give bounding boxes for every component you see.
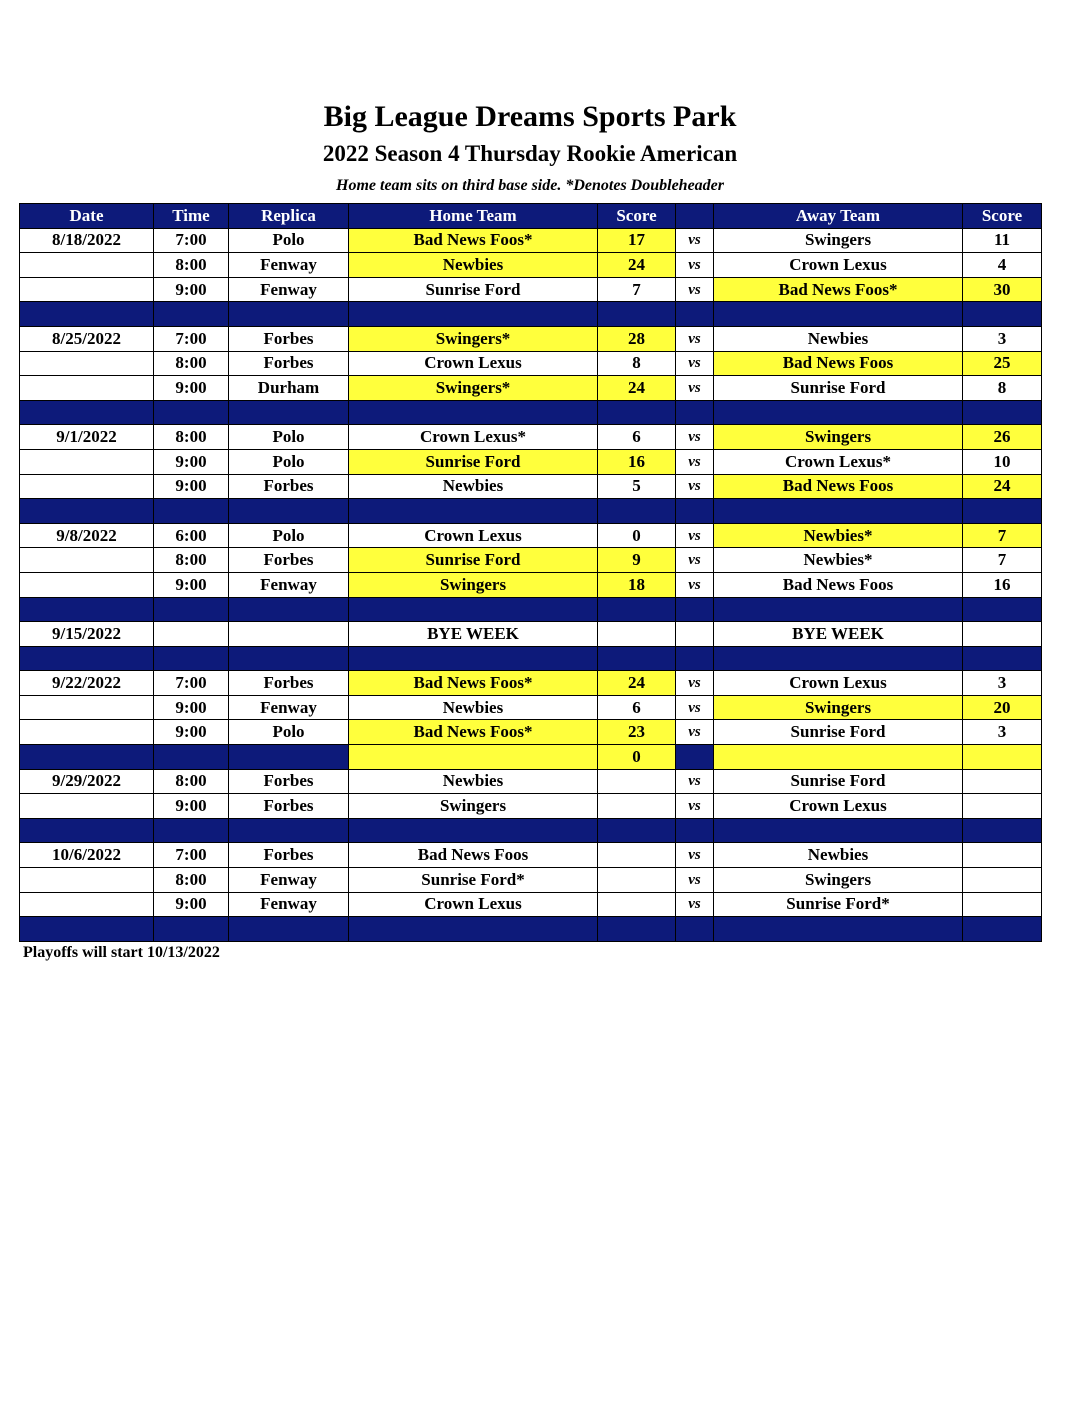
- cell-time: 9:00: [154, 720, 229, 745]
- cell-away-team: [714, 745, 963, 770]
- cell-home-team: [349, 302, 598, 327]
- cell-away-team: Bad News Foos: [714, 572, 963, 597]
- cell-replica: Polo: [229, 720, 349, 745]
- cell-replica: Fenway: [229, 253, 349, 278]
- cell-away-team: [714, 302, 963, 327]
- cell-vs: vs: [676, 474, 714, 499]
- cell-home-score: 5: [598, 474, 676, 499]
- cell-home-team: Swingers: [349, 572, 598, 597]
- separator-row: [20, 818, 1042, 843]
- cell-vs: vs: [676, 523, 714, 548]
- cell-date: [20, 646, 154, 671]
- cell-away-team: Crown Lexus*: [714, 449, 963, 474]
- table-row: [20, 671, 1042, 696]
- cell-home-score: [598, 597, 676, 622]
- cell-away-score: 3: [963, 326, 1042, 351]
- cell-home-team: [349, 917, 598, 942]
- cell-home-team: Sunrise Ford: [349, 449, 598, 474]
- cell-replica: Forbes: [229, 769, 349, 794]
- cell-home-score: 0: [598, 745, 676, 770]
- separator-row: [20, 646, 1042, 671]
- cell-home-score: 16: [598, 449, 676, 474]
- cell-away-score: [963, 597, 1042, 622]
- cell-away-team: Bad News Foos: [714, 351, 963, 376]
- cell-replica: Polo: [229, 228, 349, 253]
- cell-time: [154, 917, 229, 942]
- cell-replica: [229, 499, 349, 524]
- cell-home-score: 28: [598, 326, 676, 351]
- separator-row: [20, 745, 1042, 770]
- cell-away-team: Sunrise Ford: [714, 376, 963, 401]
- cell-away-team: Swingers: [714, 228, 963, 253]
- cell-date: [20, 892, 154, 917]
- cell-vs: [676, 818, 714, 843]
- cell-away-team: Sunrise Ford: [714, 720, 963, 745]
- cell-date: 9/1/2022: [20, 425, 154, 450]
- table-row: [20, 843, 1042, 868]
- cell-away-team: [714, 597, 963, 622]
- cell-vs: vs: [676, 326, 714, 351]
- cell-home-score: 6: [598, 695, 676, 720]
- cell-time: 8:00: [154, 548, 229, 573]
- table-row: [20, 572, 1042, 597]
- cell-date: [20, 794, 154, 819]
- cell-home-team: [349, 499, 598, 524]
- cell-away-score: [963, 843, 1042, 868]
- cell-away-score: [963, 499, 1042, 524]
- cell-date: [20, 351, 154, 376]
- cell-date: [20, 474, 154, 499]
- cell-home-team: Bad News Foos*: [349, 671, 598, 696]
- column-header-home-team: Home Team: [349, 204, 598, 229]
- column-header-replica: Replica: [229, 204, 349, 229]
- cell-away-team: Swingers: [714, 868, 963, 893]
- cell-home-score: 9: [598, 548, 676, 573]
- cell-replica: Forbes: [229, 351, 349, 376]
- cell-vs: [676, 499, 714, 524]
- page-subtitle: 2022 Season 4 Thursday Rookie American: [322, 141, 738, 166]
- cell-time: 9:00: [154, 892, 229, 917]
- cell-time: 7:00: [154, 843, 229, 868]
- cell-vs: vs: [676, 695, 714, 720]
- cell-vs: vs: [676, 572, 714, 597]
- cell-vs: vs: [676, 769, 714, 794]
- cell-home-score: [598, 302, 676, 327]
- cell-away-score: [963, 917, 1042, 942]
- page-title: Big League Dreams Sports Park: [323, 100, 737, 133]
- cell-home-score: 23: [598, 720, 676, 745]
- cell-away-score: 4: [963, 253, 1042, 278]
- table-row: [20, 622, 1042, 647]
- cell-vs: vs: [676, 671, 714, 696]
- cell-replica: Forbes: [229, 671, 349, 696]
- cell-vs: vs: [676, 720, 714, 745]
- cell-home-score: 8: [598, 351, 676, 376]
- cell-home-team: Bad News Foos*: [349, 228, 598, 253]
- cell-time: 9:00: [154, 376, 229, 401]
- cell-home-team: Newbies: [349, 769, 598, 794]
- cell-date: 10/6/2022: [20, 843, 154, 868]
- cell-time: 7:00: [154, 326, 229, 351]
- cell-away-team: BYE WEEK: [714, 622, 963, 647]
- cell-date: [20, 868, 154, 893]
- cell-vs: vs: [676, 376, 714, 401]
- table-row: [20, 769, 1042, 794]
- cell-date: [20, 499, 154, 524]
- cell-date: [20, 572, 154, 597]
- cell-date: [20, 302, 154, 327]
- table-row: [20, 868, 1042, 893]
- cell-home-score: 24: [598, 671, 676, 696]
- cell-replica: [229, 745, 349, 770]
- cell-home-team: Bad News Foos: [349, 843, 598, 868]
- cell-home-score: [598, 892, 676, 917]
- cell-time: 9:00: [154, 695, 229, 720]
- cell-time: [154, 818, 229, 843]
- cell-away-score: 3: [963, 671, 1042, 696]
- cell-home-score: 0: [598, 523, 676, 548]
- cell-date: 9/15/2022: [20, 622, 154, 647]
- cell-date: [20, 695, 154, 720]
- cell-away-team: [714, 818, 963, 843]
- cell-time: [154, 646, 229, 671]
- table-row: [20, 351, 1042, 376]
- column-header-home-score: Score: [598, 204, 676, 229]
- cell-replica: Polo: [229, 449, 349, 474]
- table-row: [20, 253, 1042, 278]
- cell-away-score: [963, 400, 1042, 425]
- table-row: [20, 376, 1042, 401]
- cell-home-score: [598, 917, 676, 942]
- cell-time: [154, 597, 229, 622]
- cell-replica: Forbes: [229, 794, 349, 819]
- cell-time: [154, 745, 229, 770]
- schedule-body: [20, 228, 1042, 941]
- cell-date: [20, 253, 154, 278]
- cell-date: [20, 449, 154, 474]
- cell-date: 9/22/2022: [20, 671, 154, 696]
- cell-away-score: [963, 794, 1042, 819]
- cell-home-team: Newbies: [349, 695, 598, 720]
- cell-time: 8:00: [154, 425, 229, 450]
- cell-vs: vs: [676, 351, 714, 376]
- playoffs-note: Playoffs will start 10/13/2022: [23, 944, 220, 961]
- table-row: [20, 474, 1042, 499]
- cell-vs: [676, 597, 714, 622]
- table-row: [20, 326, 1042, 351]
- cell-date: [20, 376, 154, 401]
- cell-date: 9/29/2022: [20, 769, 154, 794]
- cell-home-score: [598, 499, 676, 524]
- table-row: [20, 720, 1042, 745]
- cell-away-score: [963, 868, 1042, 893]
- cell-replica: Forbes: [229, 474, 349, 499]
- cell-time: 8:00: [154, 868, 229, 893]
- table-header-row: [20, 204, 1042, 229]
- table-row: [20, 523, 1042, 548]
- cell-home-score: 24: [598, 376, 676, 401]
- table-row: [20, 548, 1042, 573]
- cell-away-score: 26: [963, 425, 1042, 450]
- cell-time: [154, 622, 229, 647]
- cell-replica: [229, 646, 349, 671]
- cell-home-score: 18: [598, 572, 676, 597]
- cell-home-team: Sunrise Ford: [349, 277, 598, 302]
- cell-away-score: 25: [963, 351, 1042, 376]
- cell-time: 9:00: [154, 449, 229, 474]
- cell-home-score: [598, 769, 676, 794]
- cell-away-team: [714, 400, 963, 425]
- cell-away-team: Bad News Foos*: [714, 277, 963, 302]
- cell-away-team: Crown Lexus: [714, 671, 963, 696]
- cell-time: [154, 400, 229, 425]
- cell-time: 7:00: [154, 671, 229, 696]
- cell-date: [20, 745, 154, 770]
- cell-away-team: Swingers: [714, 425, 963, 450]
- cell-vs: vs: [676, 794, 714, 819]
- cell-date: [20, 400, 154, 425]
- separator-row: [20, 400, 1042, 425]
- cell-vs: [676, 917, 714, 942]
- cell-away-team: Sunrise Ford: [714, 769, 963, 794]
- cell-home-team: Swingers: [349, 794, 598, 819]
- cell-home-score: [598, 818, 676, 843]
- table-row: [20, 277, 1042, 302]
- cell-away-team: [714, 917, 963, 942]
- cell-time: [154, 499, 229, 524]
- cell-replica: [229, 597, 349, 622]
- cell-away-score: 16: [963, 572, 1042, 597]
- cell-replica: Forbes: [229, 548, 349, 573]
- cell-away-team: Crown Lexus: [714, 794, 963, 819]
- cell-date: [20, 548, 154, 573]
- schedule-table: [19, 203, 1042, 942]
- table-row: [20, 449, 1042, 474]
- cell-vs: [676, 745, 714, 770]
- cell-home-team: Bad News Foos*: [349, 720, 598, 745]
- cell-replica: Forbes: [229, 843, 349, 868]
- page-note: Home team sits on third base side. *Denotes Doubleheader: [336, 177, 724, 194]
- cell-home-team: [349, 646, 598, 671]
- cell-replica: [229, 917, 349, 942]
- cell-time: 7:00: [154, 228, 229, 253]
- cell-away-score: 30: [963, 277, 1042, 302]
- cell-time: 8:00: [154, 351, 229, 376]
- cell-home-score: [598, 843, 676, 868]
- cell-home-score: [598, 622, 676, 647]
- cell-date: [20, 818, 154, 843]
- cell-home-score: 6: [598, 425, 676, 450]
- cell-vs: vs: [676, 892, 714, 917]
- cell-vs: vs: [676, 843, 714, 868]
- cell-away-score: [963, 769, 1042, 794]
- cell-away-score: 8: [963, 376, 1042, 401]
- cell-away-score: 10: [963, 449, 1042, 474]
- cell-time: 9:00: [154, 572, 229, 597]
- cell-time: 8:00: [154, 769, 229, 794]
- cell-replica: Fenway: [229, 892, 349, 917]
- separator-row: [20, 597, 1042, 622]
- cell-replica: Polo: [229, 425, 349, 450]
- cell-date: 9/8/2022: [20, 523, 154, 548]
- cell-vs: vs: [676, 228, 714, 253]
- cell-time: 9:00: [154, 277, 229, 302]
- cell-replica: [229, 818, 349, 843]
- cell-vs: [676, 646, 714, 671]
- cell-vs: [676, 302, 714, 327]
- cell-replica: Fenway: [229, 277, 349, 302]
- cell-away-score: 7: [963, 548, 1042, 573]
- column-header-date: Date: [20, 204, 154, 229]
- cell-away-score: 11: [963, 228, 1042, 253]
- cell-vs: vs: [676, 868, 714, 893]
- cell-home-team: Newbies: [349, 474, 598, 499]
- cell-away-score: [963, 622, 1042, 647]
- cell-replica: Fenway: [229, 695, 349, 720]
- cell-away-score: 7: [963, 523, 1042, 548]
- cell-home-team: Sunrise Ford*: [349, 868, 598, 893]
- cell-replica: Durham: [229, 376, 349, 401]
- cell-time: 9:00: [154, 794, 229, 819]
- cell-time: 6:00: [154, 523, 229, 548]
- cell-home-team: Sunrise Ford: [349, 548, 598, 573]
- cell-home-team: Swingers*: [349, 376, 598, 401]
- column-header-away-score: Score: [963, 204, 1042, 229]
- cell-date: 8/18/2022: [20, 228, 154, 253]
- cell-away-team: Newbies: [714, 326, 963, 351]
- cell-vs: vs: [676, 277, 714, 302]
- cell-home-score: 24: [598, 253, 676, 278]
- cell-home-score: [598, 646, 676, 671]
- cell-replica: [229, 400, 349, 425]
- cell-home-team: BYE WEEK: [349, 622, 598, 647]
- cell-date: [20, 277, 154, 302]
- cell-away-score: [963, 818, 1042, 843]
- cell-away-team: [714, 499, 963, 524]
- table-row: [20, 425, 1042, 450]
- cell-time: 8:00: [154, 253, 229, 278]
- cell-home-team: Swingers*: [349, 326, 598, 351]
- cell-home-score: 7: [598, 277, 676, 302]
- cell-away-score: [963, 892, 1042, 917]
- cell-replica: [229, 302, 349, 327]
- cell-replica: Polo: [229, 523, 349, 548]
- column-header-away-team: Away Team: [714, 204, 963, 229]
- cell-home-team: Crown Lexus: [349, 892, 598, 917]
- table-row: [20, 695, 1042, 720]
- cell-away-team: Swingers: [714, 695, 963, 720]
- cell-home-team: [349, 400, 598, 425]
- cell-replica: Forbes: [229, 326, 349, 351]
- cell-away-score: [963, 745, 1042, 770]
- cell-away-score: 20: [963, 695, 1042, 720]
- separator-row: [20, 302, 1042, 327]
- cell-away-score: [963, 302, 1042, 327]
- cell-home-score: 17: [598, 228, 676, 253]
- cell-home-team: [349, 597, 598, 622]
- cell-vs: [676, 622, 714, 647]
- cell-time: [154, 302, 229, 327]
- cell-away-team: Bad News Foos: [714, 474, 963, 499]
- cell-home-team: Crown Lexus*: [349, 425, 598, 450]
- cell-home-team: [349, 818, 598, 843]
- cell-home-team: Newbies: [349, 253, 598, 278]
- cell-home-score: [598, 400, 676, 425]
- separator-row: [20, 499, 1042, 524]
- cell-away-team: [714, 646, 963, 671]
- cell-date: [20, 917, 154, 942]
- separator-row: [20, 917, 1042, 942]
- table-row: [20, 892, 1042, 917]
- cell-away-team: Newbies: [714, 843, 963, 868]
- cell-vs: [676, 400, 714, 425]
- table-row: [20, 794, 1042, 819]
- cell-replica: [229, 622, 349, 647]
- cell-replica: Fenway: [229, 868, 349, 893]
- cell-time: 9:00: [154, 474, 229, 499]
- table-row: [20, 228, 1042, 253]
- column-header-vs: [676, 204, 714, 229]
- cell-date: [20, 597, 154, 622]
- cell-away-team: Crown Lexus: [714, 253, 963, 278]
- cell-date: [20, 720, 154, 745]
- cell-home-team: Crown Lexus: [349, 523, 598, 548]
- cell-home-team: [349, 745, 598, 770]
- cell-home-score: [598, 794, 676, 819]
- cell-away-team: Sunrise Ford*: [714, 892, 963, 917]
- cell-away-team: Newbies*: [714, 523, 963, 548]
- cell-home-team: Crown Lexus: [349, 351, 598, 376]
- cell-away-score: [963, 646, 1042, 671]
- cell-away-score: 3: [963, 720, 1042, 745]
- column-header-time: Time: [154, 204, 229, 229]
- cell-vs: vs: [676, 548, 714, 573]
- cell-vs: vs: [676, 253, 714, 278]
- cell-vs: vs: [676, 449, 714, 474]
- cell-date: 8/25/2022: [20, 326, 154, 351]
- cell-home-score: [598, 868, 676, 893]
- cell-replica: Fenway: [229, 572, 349, 597]
- cell-away-team: Newbies*: [714, 548, 963, 573]
- cell-away-score: 24: [963, 474, 1042, 499]
- cell-vs: vs: [676, 425, 714, 450]
